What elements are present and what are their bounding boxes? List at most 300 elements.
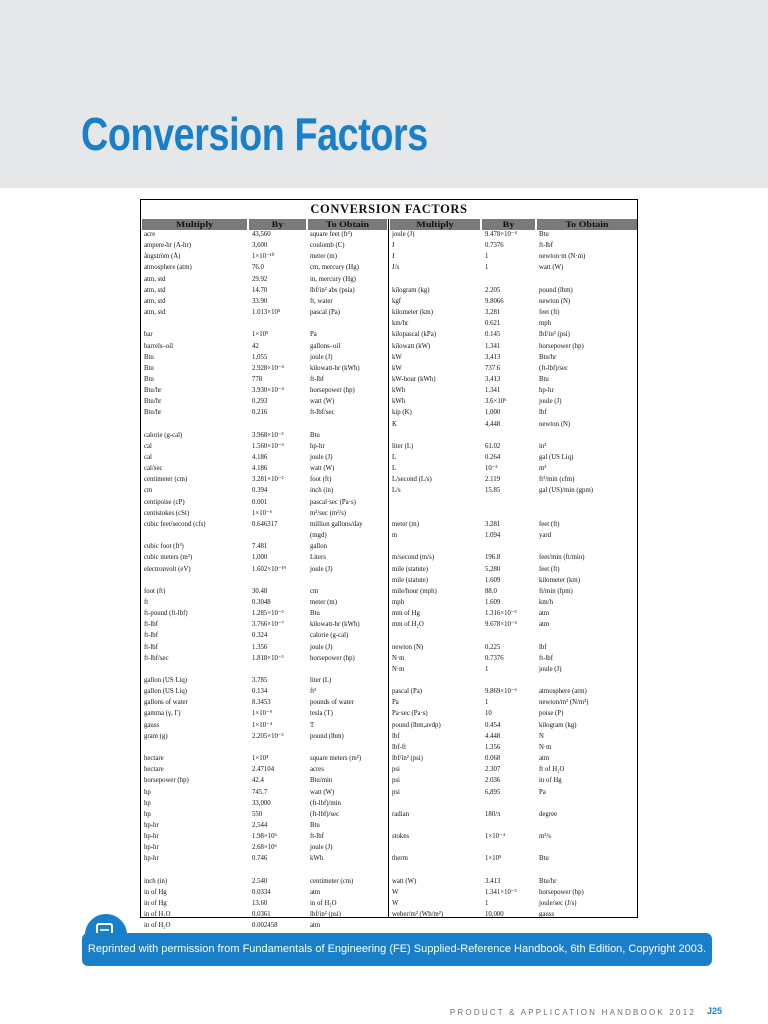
left-cell-to-obtain: joule (J) [310, 565, 333, 573]
left-cell-by: 2.68×10⁶ [252, 844, 277, 852]
left-cell-by: 1×10⁻¹⁰ [252, 253, 275, 261]
left-cell-to-obtain: meter (m) [310, 598, 337, 606]
left-cell-by: 1.602×10⁻¹⁹ [252, 565, 286, 573]
right-cell-to-obtain: Btu/hr [539, 353, 557, 361]
right-cell-by: 9.478×10⁻⁴ [485, 231, 517, 238]
left-cell-by: 1.98×10⁶ [252, 833, 277, 841]
right-cell-to-obtain: Btu [539, 231, 549, 238]
right-cell-by: 2.036 [485, 777, 501, 785]
left-cell-multiply: bar [144, 331, 153, 339]
left-cell-multiply: ft-lbf [144, 643, 158, 651]
left-cell-to-obtain: watt (W) [310, 398, 335, 406]
left-cell-to-obtain: atm [310, 888, 321, 896]
right-cell-to-obtain: poise (P) [539, 710, 564, 718]
reprint-banner [82, 933, 712, 966]
left-cell-multiply: cubic foot (ft³) [144, 543, 184, 551]
right-cell-to-obtain: N [539, 732, 544, 740]
right-cell-to-obtain: newton (N) [539, 420, 571, 428]
right-cell-multiply: L [392, 454, 397, 461]
right-cell-to-obtain: degree [539, 810, 558, 818]
left-cell-to-obtain: in, mercury (Hg) [310, 275, 356, 283]
left-cell-by: 1.560×10⁻⁶ [252, 442, 284, 450]
right-cell-by: 1.341 [485, 342, 501, 350]
left-cell-to-obtain: watt (W) [310, 788, 335, 796]
right-cell-by: 1×10⁵ [485, 855, 502, 863]
right-cell-multiply: therm [392, 855, 408, 863]
right-cell-to-obtain: ft-lbf [539, 654, 553, 662]
right-cell-by: 1.341 [485, 387, 501, 395]
left-cell-to-obtain: gallon [310, 543, 327, 551]
right-cell-multiply: newton (N) [392, 643, 424, 651]
left-cell-to-obtain: acres [310, 766, 324, 774]
left-cell-to-obtain: million gallons/day [310, 520, 363, 528]
right-cell-by: 4,448 [485, 420, 501, 428]
right-cell-by: 3,413 [485, 375, 501, 383]
right-cell-to-obtain: km/h [539, 598, 553, 606]
left-cell-by: 13.60 [252, 900, 268, 907]
right-cell-to-obtain: joule (J) [539, 665, 562, 673]
right-cell-to-obtain: gal (US Liq) [539, 454, 574, 461]
left-cell-by: 7.481 [252, 543, 268, 551]
right-cell-multiply: km/hr [392, 320, 409, 328]
left-cell-multiply: in of H₂O [144, 911, 171, 919]
right-cell-multiply: psi [392, 788, 400, 796]
header-to-obtain-right: To Obtain [537, 219, 637, 230]
right-cell-to-obtain: atm [539, 610, 550, 618]
left-cell-by: 8.3453 [252, 699, 271, 707]
right-cell-to-obtain: ft-lbf [539, 242, 553, 250]
left-cell-to-obtain: kilowatt-hr (kWh) [310, 621, 360, 629]
right-cell-multiply: kW-hour (kWh) [392, 375, 436, 383]
left-cell-multiply: Btu [144, 353, 154, 361]
left-cell-multiply: centipoise (cP) [144, 498, 185, 506]
right-cell-to-obtain: atm [539, 621, 550, 629]
left-cell-multiply: acre [144, 231, 156, 238]
left-cell-multiply: cubic meters (m³) [144, 554, 193, 562]
left-cell-to-obtain: pascal·sec (Pa·s) [310, 498, 356, 506]
right-cell-to-obtain: in of Hg [539, 777, 562, 785]
header-multiply-right: Multiply [390, 219, 480, 230]
left-cell-to-obtain: in of H₂O [310, 900, 337, 907]
left-cell-to-obtain: atm [310, 922, 321, 930]
left-cell-by: 2.928×10⁻⁴ [252, 364, 284, 372]
left-cell-by: 43,560 [252, 231, 271, 238]
left-cell-by: 14.70 [252, 286, 268, 294]
right-cell-by: 1.341×10⁻³ [485, 888, 517, 896]
right-cell-by: 4.448 [485, 732, 501, 740]
left-cell-multiply: hp-hr [144, 855, 159, 863]
right-cell-by: 1.316×10⁻³ [485, 610, 517, 618]
left-cell-to-obtain: cm [310, 587, 319, 595]
left-cell-multiply: foot (ft) [144, 587, 166, 595]
right-cell-by: 10⁻³ [485, 465, 498, 473]
right-cell-multiply: m/second (m/s) [392, 554, 435, 562]
left-cell-multiply: centimeter (cm) [144, 476, 188, 484]
right-cell-to-obtain: atm [539, 755, 550, 763]
right-cell-multiply: mile (statute) [392, 565, 429, 573]
right-cell-to-obtain: m³ [539, 465, 547, 473]
right-cell-to-obtain: hp-hr [539, 387, 554, 395]
right-cell-by: 0.225 [485, 643, 501, 651]
right-cell-to-obtain: N·m [539, 743, 552, 751]
right-cell-by: 3,281 [485, 309, 501, 317]
right-cell-multiply: watt (W) [392, 877, 417, 885]
left-cell-by: 745.7 [252, 788, 268, 796]
header-multiply-left: Multiply [142, 219, 247, 230]
left-cell-to-obtain: tesla (T) [310, 710, 333, 718]
left-cell-to-obtain: coulomb (C) [310, 242, 345, 250]
left-cell-by: 3.766×10⁻⁷ [252, 621, 284, 629]
left-cell-multiply: cal [144, 442, 152, 450]
left-cell-multiply: electronvolt (eV) [144, 565, 191, 573]
right-cell-multiply: lbf [392, 732, 400, 740]
left-cell-by: 76.0 [252, 264, 264, 272]
right-cell-to-obtain: feet (ft) [539, 520, 560, 528]
right-cell-to-obtain: horsepower (hp) [539, 342, 584, 350]
left-cell-multiply: hp [144, 799, 151, 807]
right-cell-multiply: W [392, 888, 399, 896]
left-cell-to-obtain: Liters [310, 554, 326, 562]
reprint-notice: Reprinted with permission from Fundamentals of Engineering (FE) Supplied-Reference Handbook, 6th Edition, Copyright 2003. [87, 943, 707, 955]
right-cell-by: 9.869×10⁻⁶ [485, 688, 517, 696]
right-cell-by: 1.094 [485, 532, 501, 540]
header-by-left: By [249, 219, 306, 230]
right-cell-to-obtain: ft³/min (cfm) [539, 476, 575, 484]
right-cell-to-obtain: lbf [539, 643, 547, 651]
right-cell-to-obtain: in³ [539, 442, 547, 450]
left-cell-to-obtain: Btu [310, 610, 320, 618]
left-cell-multiply: gallon (US Liq) [144, 688, 188, 696]
left-cell-by: 2,544 [252, 821, 268, 829]
left-cell-to-obtain: kilowatt-hr (kWh) [310, 364, 360, 372]
right-cell-multiply: stokes [392, 833, 409, 841]
left-cell-multiply: ft-lbf/sec [144, 654, 169, 662]
conversion-table [140, 199, 638, 930]
right-cell-multiply: kip (K) [392, 409, 412, 417]
left-cell-to-obtain: ft-lbf/sec [310, 409, 335, 417]
right-cell-by: 9.678×10⁻⁵ [485, 621, 517, 629]
right-cell-to-obtain: newton/m² (N/m²) [539, 699, 589, 707]
right-cell-to-obtain: lbf/in² (psi) [539, 331, 570, 339]
left-cell-by: 1.285×10⁻³ [252, 610, 284, 618]
right-cell-multiply: radian [392, 810, 409, 818]
right-cell-by: 0.264 [485, 454, 501, 461]
right-cell-by: 9.8066 [485, 297, 504, 305]
left-cell-to-obtain: ft-lbf [310, 375, 324, 383]
left-cell-by: 4.186 [252, 465, 268, 473]
left-cell-by: 3.968×10⁻³ [252, 431, 284, 439]
left-cell-to-obtain: Btu [310, 431, 320, 439]
left-cell-to-obtain: joule (J) [310, 643, 333, 651]
left-cell-to-obtain: (mgd) [310, 532, 327, 540]
right-cell-by: 10 [485, 710, 492, 718]
right-cell-multiply: J [392, 253, 395, 261]
right-cell-by: 3,413 [485, 353, 501, 361]
right-cell-by: 1 [485, 900, 489, 907]
page-number: J25 [706, 1006, 722, 1016]
left-cell-by: 1×10⁵ [252, 331, 269, 339]
left-cell-by: 0.001 [252, 498, 268, 506]
left-cell-multiply: hp [144, 788, 151, 796]
right-cell-by: 1.609 [485, 598, 501, 606]
left-cell-multiply: centistokes (cSt) [144, 509, 190, 517]
right-cell-multiply: kilogram (kg) [392, 286, 430, 294]
right-cell-to-obtain: Btu [539, 855, 549, 863]
left-cell-by: 0.3048 [252, 598, 271, 606]
right-cell-by: 3.6×10⁶ [485, 398, 507, 406]
right-cell-multiply: lbf/in² (psi) [392, 755, 423, 763]
right-cell-to-obtain: feet (ft) [539, 565, 560, 573]
right-cell-by: 3.413 [485, 877, 501, 885]
left-cell-multiply: inch (in) [144, 877, 168, 885]
left-cell-to-obtain: calorie (g-cal) [310, 632, 349, 640]
right-cell-multiply: joule (J) [392, 231, 415, 238]
left-cell-by: 1×10⁻⁹ [252, 710, 272, 718]
right-cell-multiply: kilometer (km) [392, 309, 433, 317]
left-cell-multiply: gallon (US Liq) [144, 677, 188, 684]
left-cell-multiply: cubic feet/second (cfs) [144, 520, 206, 528]
right-cell-to-obtain: joule (J) [539, 398, 562, 406]
left-cell-multiply: atm, std [144, 297, 166, 305]
left-cell-by: 4.186 [252, 454, 268, 461]
right-cell-by: 737.6 [485, 364, 501, 372]
left-cell-by: 42.4 [252, 777, 264, 785]
left-cell-to-obtain: ft, water [310, 297, 333, 305]
left-cell-multiply: Btu [144, 375, 154, 383]
left-cell-multiply: hectare [144, 755, 164, 763]
left-cell-to-obtain: lbf/in² abs (psia) [310, 286, 355, 294]
left-cell-multiply: hp-hr [144, 821, 159, 829]
right-cell-to-obtain: newton (N) [539, 297, 571, 305]
right-cell-to-obtain: Pa [539, 788, 546, 796]
left-cell-multiply: hp-hr [144, 844, 159, 852]
right-cell-multiply: mph [392, 598, 405, 606]
right-cell-by: 2.307 [485, 766, 501, 774]
left-cell-to-obtain: joule (J) [310, 454, 333, 461]
left-cell-to-obtain: watt (W) [310, 465, 335, 473]
right-cell-to-obtain: watt (W) [539, 264, 564, 272]
page-title: Conversion Factors [81, 108, 428, 160]
left-cell-by: 1×10⁴ [252, 755, 269, 763]
right-cell-multiply: W [392, 900, 399, 907]
right-cell-by: 1 [485, 699, 489, 707]
left-cell-to-obtain: T [310, 721, 315, 729]
left-cell-to-obtain: lbf/in² (psi) [310, 911, 341, 919]
right-cell-by: 1.609 [485, 576, 501, 584]
right-cell-by: 1 [485, 253, 489, 261]
left-cell-multiply: ampere-hr (A-hr) [144, 242, 191, 250]
left-cell-multiply: atm, std [144, 309, 166, 317]
header-by-right: By [482, 219, 535, 230]
left-cell-to-obtain: gallons–oil [310, 342, 341, 350]
table-title: CONVERSION FACTORS [310, 202, 468, 216]
left-cell-to-obtain: kWh [310, 855, 324, 863]
left-cell-by: 3.281×10⁻² [252, 476, 284, 484]
right-cell-by: 5,280 [485, 565, 501, 573]
left-cell-by: 0.646317 [252, 520, 278, 528]
right-cell-to-obtain: m²/s [539, 833, 551, 841]
right-cell-by: 196.8 [485, 554, 501, 562]
left-cell-by: 0.746 [252, 855, 268, 863]
left-cell-by: 33,000 [252, 799, 271, 807]
left-cell-multiply: ft-lbf [144, 621, 158, 629]
left-cell-to-obtain: (ft-lbf)/min [310, 799, 341, 807]
left-cell-multiply: barrels–oil [144, 342, 174, 350]
left-cell-to-obtain: m²/sec (m²/s) [310, 509, 346, 517]
right-cell-by: 1×10⁻⁴ [485, 833, 505, 841]
right-cell-multiply: N·m [392, 665, 405, 673]
left-cell-to-obtain: ft-lbf [310, 833, 324, 841]
left-cell-by: 1,000 [252, 554, 268, 562]
right-cell-to-obtain: (ft-lbf)/sec [539, 364, 569, 372]
right-cell-to-obtain: newton·m (N·m) [539, 253, 586, 261]
left-cell-multiply: atmosphere (atm) [144, 264, 192, 272]
left-cell-to-obtain: (ft-lbf)/sec [310, 810, 340, 818]
left-cell-to-obtain: Btu [310, 821, 320, 829]
right-cell-by: 88.0 [485, 587, 497, 595]
right-cell-multiply: meter (m) [392, 520, 419, 528]
left-cell-by: 0.002458 [252, 922, 278, 930]
left-cell-to-obtain: Btu/min [310, 777, 333, 785]
right-cell-by: 1,000 [485, 409, 501, 417]
left-cell-multiply: gallons of water [144, 699, 188, 707]
right-cell-to-obtain: horsepower (hp) [539, 888, 584, 896]
left-cell-to-obtain: cm, mercury (Hg) [310, 264, 359, 272]
left-cell-by: 0.394 [252, 487, 268, 495]
right-cell-to-obtain: Btu/hr [539, 877, 557, 885]
right-cell-multiply: kWh [392, 398, 406, 406]
left-cell-multiply: ft [144, 598, 149, 606]
right-cell-to-obtain: lbf [539, 409, 547, 417]
left-cell-to-obtain: Pa [310, 331, 317, 339]
right-cell-multiply: kW [392, 353, 402, 361]
right-cell-by: 0.454 [485, 721, 501, 729]
right-cell-to-obtain: feet/min (ft/min) [539, 554, 585, 562]
right-cell-multiply: kilowatt (kW) [392, 342, 431, 350]
right-cell-multiply: pascal (Pa) [392, 688, 423, 696]
right-cell-to-obtain: ft of H₂O [539, 766, 565, 774]
left-cell-multiply: cal/sec [144, 465, 163, 473]
right-cell-multiply: kilopascal (kPa) [392, 331, 436, 339]
right-cell-by: 1 [485, 665, 489, 673]
right-cell-multiply: pound (lbm,avdp) [392, 721, 441, 729]
left-cell-multiply: atm, std [144, 286, 166, 294]
right-cell-to-obtain: kilometer (km) [539, 576, 580, 584]
left-cell-by: 0.0361 [252, 911, 271, 919]
left-cell-to-obtain: foot (ft) [310, 476, 332, 484]
right-cell-multiply: K [392, 420, 397, 428]
right-cell-by: 0.7376 [485, 242, 504, 250]
page-header [0, 0, 768, 188]
left-cell-by: 3.930×10⁻⁴ [252, 387, 284, 395]
right-cell-multiply: L/s [392, 487, 401, 495]
right-cell-by: 180/π [485, 810, 501, 818]
left-cell-by: 33.90 [252, 297, 268, 305]
left-cell-multiply: hectare [144, 766, 164, 774]
left-cell-multiply: cal [144, 454, 152, 461]
left-cell-by: 1×10⁻⁴ [252, 721, 272, 729]
left-cell-multiply: Btu/hr [144, 398, 162, 406]
left-cell-to-obtain: hp-hr [310, 442, 325, 450]
left-cell-to-obtain: pounds of water [310, 699, 354, 707]
header-to-obtain-left: To Obtain [308, 219, 387, 230]
left-cell-by: 30.48 [252, 587, 268, 595]
left-cell-multiply: cm [144, 487, 153, 495]
right-cell-by: 1 [485, 264, 489, 272]
right-cell-to-obtain: feet (ft) [539, 309, 560, 317]
left-cell-to-obtain: joule (J) [310, 353, 333, 361]
left-cell-by: 1×10⁻⁶ [252, 509, 272, 517]
left-cell-to-obtain: ft³ [310, 688, 317, 696]
left-cell-to-obtain: square feet (ft²) [310, 231, 353, 238]
left-cell-multiply: Btu/hr [144, 409, 162, 417]
left-cell-multiply: ft-pound (ft-lbf) [144, 610, 188, 618]
right-cell-by: 61.02 [485, 442, 501, 450]
right-cell-by: 1.356 [485, 743, 501, 751]
left-cell-multiply: in of H₂O [144, 922, 171, 930]
left-cell-to-obtain: horsepower (hp) [310, 387, 355, 395]
left-cell-to-obtain: joule (J) [310, 844, 333, 852]
left-cell-by: 3,600 [252, 242, 268, 250]
left-cell-by: 1.356 [252, 643, 268, 651]
right-cell-multiply: J/s [392, 264, 400, 272]
right-cell-to-obtain: atmosphere (atm) [539, 688, 587, 696]
right-cell-to-obtain: gal (US)/min (gpm) [539, 487, 593, 495]
left-cell-multiply: Btu/hr [144, 387, 162, 395]
right-cell-to-obtain: yard [539, 532, 552, 540]
right-cell-by: 0.621 [485, 320, 501, 328]
right-cell-to-obtain: pound (lbm) [539, 286, 573, 294]
left-cell-by: 2.540 [252, 877, 268, 885]
left-cell-multiply: ft-lbf [144, 632, 158, 640]
left-cell-by: 29.92 [252, 275, 268, 283]
left-cell-by: 0.293 [252, 398, 268, 406]
left-cell-by: 1,055 [252, 353, 268, 361]
left-cell-by: 0.134 [252, 688, 268, 696]
left-cell-to-obtain: inch (in) [310, 487, 334, 495]
right-cell-multiply: J [392, 242, 395, 250]
right-cell-multiply: mm of H₂O [392, 621, 424, 629]
right-cell-to-obtain: ft/min (fpm) [539, 587, 573, 595]
right-cell-multiply: kgf [392, 297, 402, 305]
right-cell-by: 10,000 [485, 911, 504, 919]
column-divider [388, 219, 389, 918]
left-cell-by: 2.205×10⁻³ [252, 732, 284, 740]
left-cell-multiply: in of Hg [144, 888, 167, 896]
right-cell-by: 2.205 [485, 286, 501, 294]
left-cell-multiply: hp-hr [144, 833, 159, 841]
right-cell-to-obtain: kilogram (kg) [539, 721, 577, 729]
right-cell-multiply: kWh [392, 387, 406, 395]
left-cell-to-obtain: square meters (m²) [310, 755, 362, 763]
left-cell-by: 1.818×10⁻³ [252, 654, 284, 662]
right-cell-by: 0.7376 [485, 654, 504, 662]
left-cell-by: 0.216 [252, 409, 268, 417]
right-cell-multiply: psi [392, 777, 400, 785]
right-cell-to-obtain: gauss [539, 911, 555, 919]
left-cell-multiply: calorie (g-cal) [144, 431, 183, 439]
footer-label: PRODUCT & APPLICATION HANDBOOK 2012 [449, 1008, 696, 1017]
left-cell-multiply: hp [144, 810, 151, 818]
right-cell-multiply: mile/hour (mph) [392, 587, 437, 595]
left-cell-multiply: Btu [144, 364, 154, 372]
right-cell-by: 2.119 [485, 476, 501, 484]
left-cell-multiply: horsepower (hp) [144, 777, 189, 785]
right-cell-by: 0.068 [485, 755, 501, 763]
left-cell-by: 0.0334 [252, 888, 271, 896]
right-cell-multiply: m [392, 532, 398, 540]
right-cell-by: 0.145 [485, 331, 501, 339]
